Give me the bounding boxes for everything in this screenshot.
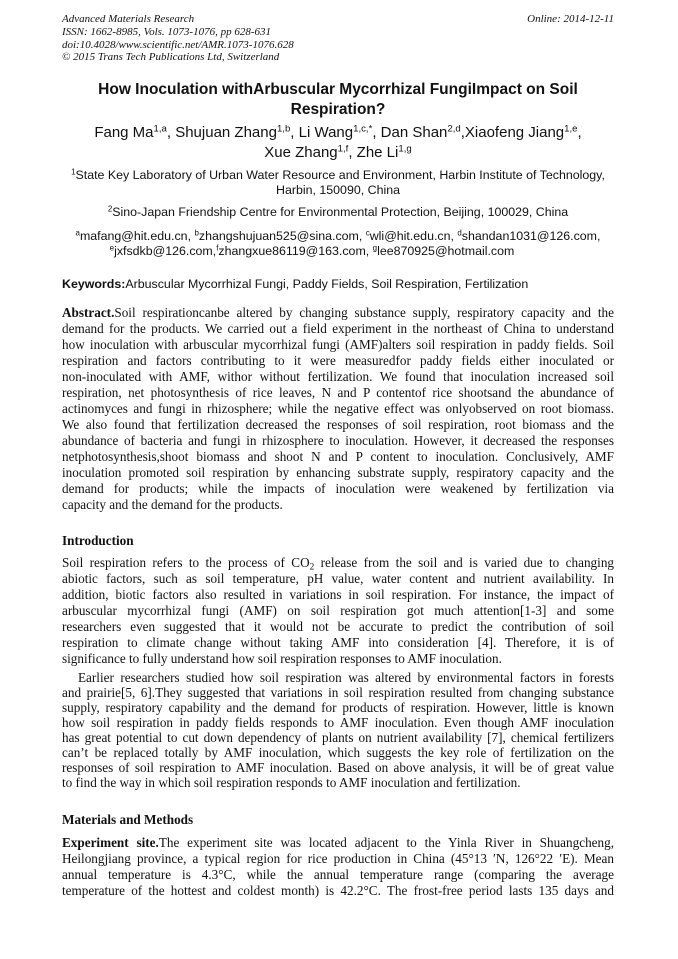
email-list — [62, 229, 614, 258]
author-separator: , — [290, 124, 299, 141]
affiliation-mark: 2 — [107, 204, 113, 214]
paragraph-line: annual temperature is 4.3°C, while the annual temperature range (comparing the average — [62, 867, 614, 882]
email-address: mafang@hit.edu.cn — [79, 229, 188, 243]
paragraph-line — [62, 835, 614, 851]
paragraph-line: significance to fully understand how soil respiration responses to AMF inoculation. — [62, 651, 502, 666]
introduction-paragraph-2 — [62, 670, 614, 790]
author-name: Zhe Li — [356, 144, 399, 161]
paragraph-line: Heilongjiang province, a typical region for rice production in China (45°13 ′N, 126°22 ′E). Mean — [62, 851, 614, 866]
abstract-line: demand for products; while the impacts of inoculation were weakened by fertilization via — [62, 481, 614, 496]
author-line — [62, 143, 614, 163]
paragraph-line: abiotic factors, such as soil temperature, pH value, water content and nutrient availability. In — [62, 571, 614, 586]
paragraph-line: to find the way in which soil respiration responds to AMF inoculation and fertilization. — [62, 774, 521, 790]
title-line: How Inoculation withArbuscular Mycorrhizal FungiImpact on Soil — [98, 81, 578, 98]
email-mark: a — [75, 228, 80, 238]
affiliation-line: Harbin, 150090, China — [276, 182, 400, 197]
copyright-notice: © 2015 Trans Tech Publications Ltd, Switzerland — [62, 51, 280, 64]
experiment-site-label: Experiment site. — [62, 835, 159, 850]
paragraph-line: Earlier researchers studied how soil respiration was altered by environmental factors in forests — [78, 669, 614, 685]
email-address: wli@hit.edu.cn — [369, 229, 451, 243]
author-affiliation-mark: 1,f — [337, 143, 349, 155]
author-name: Xue Zhang — [264, 144, 338, 161]
abstract-label: Abstract. — [62, 305, 115, 320]
author-affiliation-mark: 1,b — [276, 123, 291, 135]
abstract-line: non-inoculated with AMF, withor without fertilization. We found that inoculation increased soil — [62, 369, 614, 384]
email-address: zhangxue86119@163.com — [218, 243, 366, 258]
affiliation-2 — [62, 205, 614, 220]
abstract-line: netphotosynthesis,shoot biomass and shoot N and P content to inoculation. Conclusively, AMF — [62, 449, 614, 464]
author-separator: , — [460, 124, 465, 141]
paragraph-text: The experiment site was located adjacent to the Yinla River in Shuangcheng, — [158, 835, 615, 850]
paper-title — [62, 80, 614, 119]
author-name: Fang Ma — [94, 124, 154, 141]
paragraph-line: can’t be replaced totally by AMF inoculation, which suggests the key role of fertilization on the — [62, 744, 614, 760]
abstract-line: how inoculation with arbuscular mycorrhizal fungi (AMF)alters soil respiration in paddy fields. Soil — [62, 337, 614, 352]
email-address: zhangshujuan525@sina.com — [198, 229, 359, 243]
paragraph-line: addition, biotic factors also resulted in variations in soil respiration. For instance, the impact of — [62, 587, 614, 602]
journal-name: Advanced Materials Research — [62, 13, 195, 25]
author-affiliation-mark: 1,a — [153, 123, 167, 135]
email-mark: d — [457, 228, 462, 238]
email-separator: , — [358, 229, 366, 243]
paragraph-line: and prairie[5, 6].They suggested that variations in soil respiration resulted from changing substance — [62, 684, 614, 700]
section-heading-introduction: Introduction — [62, 533, 134, 548]
paragraph-line: temperature of the hottest and coldest month) is 42.2°C. The frost-free period lasts 135 days and — [62, 883, 614, 898]
paragraph-line: supply, respiratory capability and the demand for products of respiration. However, little is known — [62, 699, 614, 715]
author-affiliation-mark: 2,d — [447, 123, 461, 135]
online-date: Online: 2014-12-11 — [527, 13, 614, 25]
author-affiliation-mark: 1,c,* — [353, 123, 373, 135]
email-mark: g — [372, 243, 378, 253]
abstract-line: capacity and the demand for the products. — [62, 497, 283, 512]
affiliation-text: Sino-Japan Friendship Centre for Environmental Protection, Beijing, 100029, China — [112, 204, 569, 219]
abstract-line: actinomyces and fungi in rhizosphere; while the negative effect was onlyobserved on root biomass. — [62, 401, 614, 416]
email-line — [62, 244, 614, 259]
abstract-line: abundance of bacteria and fungi in rhizosphere to inoculation. However, it decreased the responses — [62, 433, 614, 448]
title-line: Respiration? — [290, 100, 386, 118]
author-affiliation-mark: 1,g — [398, 143, 412, 155]
paragraph-line: arbuscular mycorrhizal fungi (AMF) on soil respiration got much attention[1-3] and some — [62, 603, 614, 618]
author-separator: , — [166, 124, 176, 141]
affiliation-line — [62, 168, 614, 183]
abstract-line: respiration, net photosynthesis of rice leaves, N and P contentof rice shootsand the abundance of — [62, 385, 614, 400]
paragraph-line: researchers even suggested that it would not be accurate to predict the contribution of soil — [62, 619, 614, 634]
abstract-line: demand for the products. We carried out a field experiment in the northeast of China to understand — [62, 321, 614, 336]
author-name: Shujuan Zhang — [175, 124, 277, 141]
email-separator: , — [597, 229, 601, 243]
email-address: jxfsdkb@126.com — [114, 243, 213, 258]
email-separator: , — [212, 243, 217, 258]
abstract-line: inoculation promoted soil respiration by enhancing substrate supply, respiratory capacity and the — [62, 465, 614, 480]
paragraph-line — [62, 555, 614, 571]
paragraph-line: has great potential to cut down dependency of plants on nutrient availability [7], chemical fertilizers — [62, 729, 614, 745]
introduction-paragraph-1 — [62, 555, 614, 667]
author-separator: , — [348, 144, 357, 161]
abstract-line: respiration and factors contributing to it were measuredfor paddy fields either inoculated or — [62, 353, 614, 368]
doi: doi:10.4028/www.scientific.net/AMR.1073-1076.628 — [62, 38, 294, 51]
email-mark: f — [216, 243, 219, 253]
abstract — [62, 305, 614, 513]
author-name: Li Wang — [298, 124, 354, 141]
email-separator: , — [365, 243, 373, 258]
keywords-text: Arbuscular Mycorrhizal Fungi, Paddy Fields, Soil Respiration, Fertilization — [125, 276, 529, 291]
affiliation-line — [62, 205, 614, 220]
paragraph-line: respiration to climate change without taking AMF into consideration [4]. Therefore, it is of — [62, 635, 614, 650]
author-separator: , — [577, 124, 582, 141]
author-name: Dan Shan — [380, 124, 448, 141]
author-line — [62, 123, 614, 143]
subscript: 2 — [309, 561, 315, 572]
abstract-text: Soil respirationcanbe altered by changing substance supply, respiratory capacity and the — [114, 305, 614, 320]
email-line — [62, 229, 614, 244]
email-address: lee870925@hotmail.com — [377, 243, 515, 258]
experiment-site-paragraph — [62, 835, 614, 899]
affiliation-mark: 1 — [71, 167, 76, 177]
paragraph-text: release from the soil and is varied due to changing — [314, 555, 615, 570]
email-mark: e — [109, 243, 115, 253]
author-affiliation-mark: 1,e — [564, 123, 578, 135]
section-heading-materials-methods: Materials and Methods — [62, 812, 194, 827]
keywords-label: Keywords: — [62, 276, 126, 291]
paragraph-line: how soil respiration in paddy fields responds to AMF inoculation. Even though AMF inoculation — [62, 714, 614, 730]
affiliation-text: State Key Laboratory of Urban Water Resource and Environment, Harbin Institute of Technology, — [75, 167, 605, 182]
email-separator: , — [450, 229, 458, 243]
abstract-line: We also found that fertilization decreased the responses of soil respiration, root biomass and the — [62, 417, 614, 432]
issn-volume-pages: ISSN: 1662-8985, Vols. 1073-1076, pp 628-631 — [62, 25, 271, 38]
paragraph-line: responses of soil respiration to AMF inoculation. Based on above analysis, it will be of great value — [62, 759, 614, 775]
author-list — [62, 123, 614, 163]
email-separator: , — [187, 229, 195, 243]
abstract-line — [62, 305, 614, 321]
paragraph-text: Soil respiration refers to the process of CO — [62, 555, 310, 570]
keywords — [62, 277, 614, 292]
author-name: Xiaofeng Jiang — [464, 124, 565, 141]
email-mark: b — [194, 228, 199, 238]
email-mark: c — [365, 228, 370, 238]
email-address: shandan1031@126.com — [461, 229, 598, 243]
author-separator: , — [372, 124, 381, 141]
affiliation-1 — [62, 168, 614, 198]
journal-info — [62, 13, 294, 64]
